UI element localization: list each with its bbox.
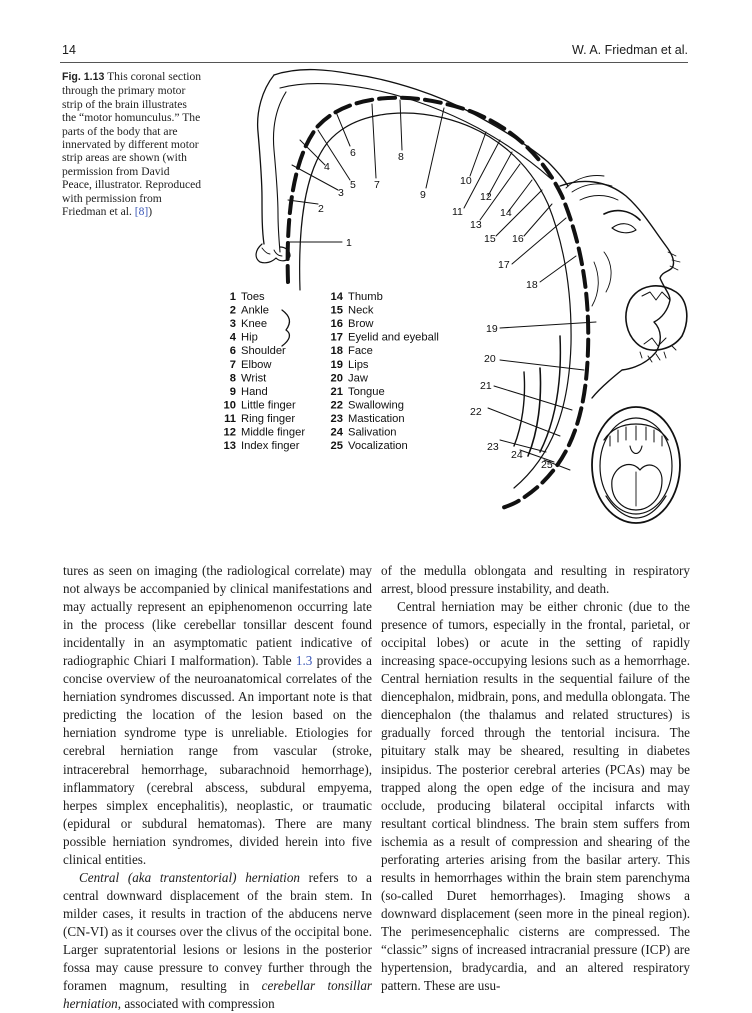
mouth-open	[626, 286, 687, 350]
mouth-teeth	[642, 292, 670, 346]
brow	[604, 211, 640, 220]
legend-number: 8	[229, 372, 236, 385]
diagram-number-15: 15	[484, 233, 496, 245]
legend-number: 22	[330, 399, 343, 412]
legend-label: Ring finger	[241, 412, 296, 425]
legend-label: Eyelid and eyeball	[348, 331, 439, 344]
homunculus-leg-inner	[274, 92, 287, 252]
diagram-number-5: 5	[350, 179, 356, 191]
legend-label: Neck	[348, 304, 374, 317]
legend-label: Vocalization	[348, 440, 408, 453]
diagram-number-6: 6	[350, 147, 356, 159]
homunculus-leg	[258, 75, 274, 244]
paragraph: tures as seen on imaging (the radiological correlate) may not always be accompanied by clinical manifestations and may actually represent an epiphenomenon occurring late in the process (like cerebellar tonsillar descent found incidentally in an asymptomatic patient indicative of radiographic Chiari I malformation). Table 1.3 provides a concise overview of the neuroanatomical correlates of the herniation syndromes discussed. An important note is that predicting the location of the lesion based on the herniation syndrome type is unreliable. Etiologies for cerebral herniation range from vascular (stroke, intracerebral hemorrhage, subarachnoid hemorrhage), inflammatory (cerebral abscess, subdural empyema, herpes simplex encephalitis), neoplastic, or traumatic (epidural or subdural hematomas). There are many possible herniation syndromes, divided herein into five clinical entities.	[63, 563, 372, 867]
page-number: 14	[62, 43, 76, 57]
legend-bracket	[282, 310, 289, 346]
legend-number: 17	[330, 331, 343, 344]
legend-left-column	[224, 291, 306, 452]
legend-label: Thumb	[348, 291, 383, 303]
tongue	[612, 465, 662, 510]
figure-label: Fig. 1.13	[62, 71, 105, 83]
legend-number: 11	[224, 412, 236, 425]
legend-label: Salivation	[348, 426, 397, 439]
legend-label: Index finger	[241, 440, 300, 453]
legend-right-column	[331, 291, 439, 452]
legend-number: 12	[223, 426, 236, 439]
hair	[566, 176, 618, 201]
legend-label: Face	[348, 345, 373, 358]
legend-number: 7	[229, 358, 236, 371]
diagram-number-20: 20	[484, 353, 496, 365]
paragraph: Central herniation may be either chronic (due to the presence of tumors, especially in the frontal, parietal, or occipital lobes) or acute in the setting of rapidly increasing space-occupying lesions such as a hemorrhage. Central herniation results in the sequential failure of the diencephalon, midbrain, pons, and medulla oblongata. The diencephalon (the thalamus and related structures) is gradually forced through the tentorial incisura. The pituitary stalk may be sheared, resulting in diabetes insipidus. The posterior cerebral arteries (PCAs) may be trapped along the open edge of the incisura and may occlude, producing bilateral occipital infarcts with resultant cortical blindness. The brain stem suffers from ischemia as a result of compression and shearing of the perforating arteries arising from the basilar artery. This results in hemorrhages within the brain stem parenchyma (so-called Duret hemorrhages). Imaging shows a downward displacement (seen more in the pineal region). The perimesencephalic cisterns are compressed. The “classic” signs of increased intracranial pressure (ICP) are hypertension, bradycardia, and an altered respiratory pattern. These are usu-	[381, 599, 690, 994]
diagram-number-3: 3	[338, 187, 344, 199]
eye	[612, 224, 636, 233]
legend-number: 4	[229, 331, 236, 344]
legend-number: 13	[223, 440, 236, 453]
legend-number: 20	[330, 372, 343, 385]
diagram-number-4: 4	[324, 161, 330, 173]
diagram-number-10: 10	[460, 175, 472, 187]
legend-number: 2	[229, 304, 236, 317]
diagram-number-13: 13	[470, 219, 482, 231]
legend-number: 23	[330, 412, 343, 425]
uvula	[630, 446, 642, 454]
running-head-authors: W. A. Friedman et al.	[571, 43, 688, 57]
body-column-left	[63, 562, 372, 1013]
diagram-number-21: 21	[480, 380, 492, 392]
legend-number: 1	[229, 291, 236, 303]
diagram-number-14: 14	[500, 207, 512, 219]
diagram-number-22: 22	[470, 406, 482, 418]
legend-label: Little finger	[241, 399, 296, 412]
paragraph: Central (aka transtentorial) herniation refers to a central downward displacement of the brain stem. In milder cases, it results in traction of the abducens nerve (CN-VI) as it courses over the clivus of the occipital bone. Larger supratentorial lesions or lesions in the posterior fossa may cause pressure to convey further through the foramen magnum, resulting in cerebellar tonsillar herniation, associated with compression	[63, 869, 372, 1012]
legend-label: Shoulder	[241, 345, 286, 358]
legend-label: Lips	[348, 358, 369, 371]
legend-label: Mastication	[348, 412, 405, 425]
diagram-number-12: 12	[480, 191, 492, 203]
legend-number: 14	[330, 291, 343, 303]
legend-number: 19	[330, 358, 343, 371]
diagram-number-9: 9	[420, 189, 426, 201]
legend-label: Middle finger	[241, 426, 306, 439]
legend-number: 10	[223, 399, 236, 412]
diagram-number-7: 7	[374, 179, 380, 191]
body-column-right	[381, 562, 690, 995]
legend-number: 3	[229, 318, 236, 331]
face-profile	[560, 181, 674, 398]
legend-number: 24	[330, 426, 343, 439]
legend-label: Hip	[241, 331, 258, 344]
homunculus-foot	[256, 244, 290, 263]
legend-label: Brow	[348, 318, 374, 331]
legend-label: Elbow	[241, 358, 272, 371]
legend-number: 9	[229, 385, 236, 398]
paragraph: of the medulla oblongata and resulting in respiratory arrest, blood pressure instability, and death.	[381, 563, 690, 597]
diagram-number-8: 8	[398, 151, 404, 163]
diagram-number-19: 19	[486, 323, 498, 335]
legend-number: 6	[229, 345, 236, 358]
legend-label: Hand	[241, 385, 268, 398]
diagram-number-2: 2	[318, 203, 324, 215]
diagram-number-23: 23	[487, 441, 499, 453]
legend-number: 15	[330, 304, 343, 317]
diagram-number-25: 25	[541, 459, 553, 471]
diagram-number-11: 11	[452, 206, 463, 218]
diagram-number-16: 16	[512, 233, 524, 245]
diagram-number-24: 24	[511, 449, 523, 461]
legend-number: 25	[330, 440, 343, 453]
diagram-number-1: 1	[346, 237, 352, 249]
caption-text: This coronal section through the primary motor strip of the brain illustrates the “motor homunculus.” The parts of the body that are innervated by different motor strip areas are shown (with permission from David Peace, illustrator. Reproduced with permission from Friedman et al.	[62, 70, 202, 219]
legend-label: Jaw	[348, 372, 368, 385]
legend-number: 21	[330, 385, 343, 398]
legend-label: Tongue	[348, 385, 385, 398]
legend-label: Knee	[241, 318, 268, 331]
table-reference-link[interactable]: 1.3	[295, 653, 313, 669]
diagram-number-17: 17	[498, 259, 510, 271]
legend-label: Wrist	[241, 372, 267, 385]
diagram-number-18: 18	[526, 279, 538, 291]
legend-label: Ankle	[241, 304, 269, 317]
legend-label: Toes	[241, 291, 265, 303]
legend-number: 16	[330, 318, 343, 331]
caption-citation-link[interactable]: [8]	[134, 205, 149, 219]
legend-number: 18	[330, 345, 343, 358]
legend-label: Swallowing	[348, 399, 404, 412]
cheek	[592, 252, 611, 306]
cortex-deep-line-2	[514, 372, 525, 446]
caption-text-end: )	[148, 205, 153, 219]
cortex-deep-line-1	[528, 368, 541, 456]
